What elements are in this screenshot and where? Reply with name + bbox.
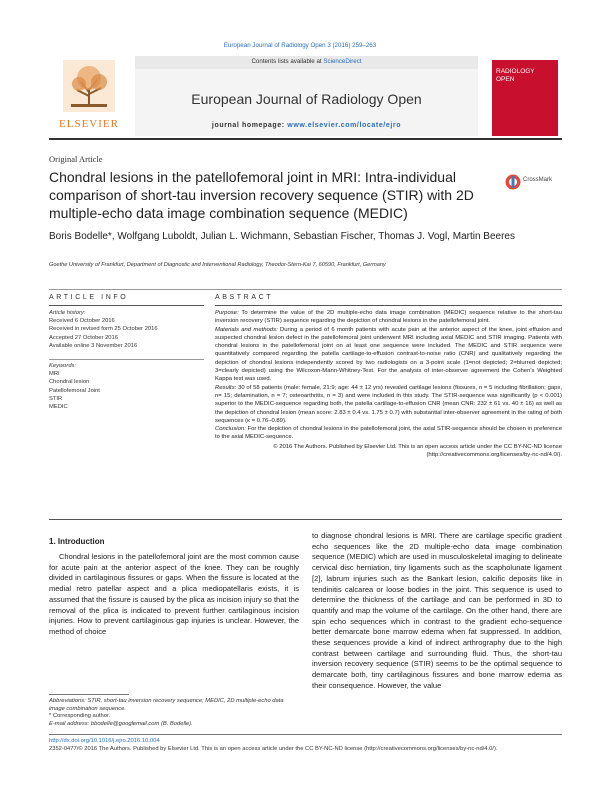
journal-banner — [49, 56, 562, 136]
homepage-label: journal homepage: — [211, 122, 288, 129]
keywords-label: Keywords: — [49, 363, 77, 369]
purpose-text: To determine the value of the 2D multiple-echo data image combination (MEDIC) sequence relative to the short-tau inversion recovery (STIR) sequence regarding the depiction of chondral lesions in the patellofemoral joint. — [215, 310, 562, 325]
abstract-heading: ABSTRACT — [215, 294, 274, 301]
history-item: Received in revised form 25 October 2016 — [49, 326, 158, 333]
article-type: Original Article — [49, 154, 103, 164]
footnote-corresponding: * Corresponding author. — [49, 713, 111, 719]
section-heading: 1. Introduction — [49, 537, 105, 546]
abstract-purpose — [215, 309, 562, 326]
cover-line1: RADIOLOGY — [496, 68, 535, 75]
keywords — [49, 362, 209, 411]
cover-title — [496, 68, 535, 84]
history-item: Received 6 October 2016 — [49, 318, 115, 325]
footnotes — [49, 698, 299, 728]
affiliation: Goethe University of Frankfurt, Department of Diagnostic and Interventional Radiology, Theodor-Stern-Kai 7, 60590, Frankfurt, Germany — [49, 262, 386, 268]
article-info-heading: ARTICLE INFO — [49, 294, 129, 301]
keyword: MEDIC — [49, 404, 68, 411]
journal-title-box — [135, 69, 478, 136]
divider — [49, 734, 562, 735]
crossmark-icon — [505, 174, 521, 190]
contents-line — [135, 58, 478, 65]
crossmark-label: CrossMark — [523, 177, 553, 183]
divider — [49, 305, 204, 306]
history-label: Article history: — [49, 310, 86, 316]
divider — [215, 305, 562, 306]
history-item: Accepted 27 October 2016 — [49, 334, 118, 341]
banner-divider — [49, 138, 562, 140]
intro-paragraph: Chondral lesions in the patellofemoral joint are the most common cause for acute pain at the anterior aspect of the knee. They can be roughly divided in cartilaginous fissures or gaps. When the fissure is located at the medial retro patellar aspect and a plica mediopatellaris exists, it is assumed that the fissure is caused by the plica as incision injury so that the removal of the plica is indicated to prevent further cartilaginous incision injuries. How to prevent cartilaginous gap injuries is unclear. However, the method of choice — [49, 552, 299, 636]
footnote-email[interactable]: E-mail address: bbodelle@googlemail.com (B. Bodelle). — [49, 720, 193, 727]
history-item: Available online 3 November 2016 — [49, 342, 138, 349]
methods-label: Materials and methods: — [215, 326, 278, 333]
abstract-body — [215, 309, 562, 459]
contents-prefix: Contents lists available at — [251, 58, 324, 65]
footnote-abbreviations: Abbreviations: STIR, short-tau inversion recovery sequence; MEDIC, 2D multiple-echo data image combination sequence. — [49, 698, 284, 712]
divider — [49, 519, 562, 520]
journal-title[interactable]: European Journal of Radiology Open — [191, 91, 422, 107]
keyword: STIR — [49, 395, 63, 402]
homepage-link[interactable]: www.elsevier.com/locate/ejro — [287, 122, 402, 129]
publisher-name: ELSEVIER — [59, 118, 119, 130]
purpose-label: Purpose: — [215, 310, 239, 316]
intro-paragraph: to diagnose chondral lesions is MRI. There are cartilage specific gradient echo sequences like the 2D multiple-echo data image combination sequence (MEDIC) which are used in musculoskeletal imaging to delineate cervical disc herniation, tiny ligaments such as the scapholunate ligament [2], labrum injuries such as the Bankart lesion, calcific deposits like in tendinitis calcarea or loose bodies in the joint. This sequence is used to determine the thickness of the cartilage and can be performed in 3D to quantify and map the volume of the cartilage. On the other hand, there are spin echo sequences which in contrast to the gradient echo-sequence better demarcate bone marrow edema when fat suppressed. In addition, these sequences provide a kind of indirect arthrography due to the high contrast between cartilage and surrounding fluid. Thus, the short-tau inversion recovery sequence (STIR) seems to be the optimal sequence to demarcate both, tiny cartilaginous fissures and bone marrow edema as their consequence. However, the value — [312, 531, 562, 690]
divider — [49, 289, 562, 290]
conclusion-label: Conclusion: — [215, 426, 246, 433]
bottom-info — [49, 738, 562, 753]
results-text: 30 of 58 patients (male: female, 21:9; age: 44 ± 12 yrs) revealed cartilage lesions (fissures, n = 5 including fibrillation; gaps, n= 15; delamination, n = 7; osteoarthritis, n = 3) and were included in this study. The STIR-sequence was significantly (p < 0.001) superior to the MEDIC-sequence regarding both, the patella cartilage-to-effusion CNR (mean CNR: 232 ± 61 vs. 40 ± 16) as well as the depiction of chondral lesion (mean score: 2.83 ± 0.4 vs. 1.75 ± 0.7) with substantial inter-observer agreement in the rating of both sequences (κ = 0.76–0.89). — [215, 384, 562, 424]
author-list: Boris Bodelle*, Wolfgang Luboldt, Julian L. Wichmann, Sebastian Fischer, Thomas J. Vogl, Martin Beeres — [49, 231, 515, 242]
doi-link[interactable]: http://dx.doi.org/10.1016/j.ejro.2016.10.004 — [49, 738, 160, 744]
abstract-methods — [215, 326, 562, 384]
intro-column-1 — [49, 552, 299, 638]
keyword: Chondral lesion — [49, 379, 90, 386]
journal-reference[interactable]: European Journal of Radiology Open 3 (2016) 259–263 — [223, 42, 377, 49]
conclusion-text: For the depiction of chondral lesions in the patellofemoral joint, the axial STIR-sequence should be chosen in preference to the axial MEDIC-sequence. — [215, 426, 562, 441]
cover-line2: OPEN — [496, 76, 515, 83]
article-title: Chondral lesions in the patellofemoral joint in MRI: Intra-individual comparison of short-tau inversion recovery sequence (STIR) with 2D multiple-echo data image combination sequence (MEDIC) — [49, 169, 474, 221]
article-history — [49, 309, 209, 350]
intro-column-2 — [312, 531, 562, 692]
abstract-copyright: © 2016 The Authors. Published by Elsevier Ltd. This is an open access article under the CC BY-NC-ND license (http://creativecommons.org/licenses/by-nc-nd/4.0/). — [273, 443, 562, 459]
contents-bar — [135, 56, 478, 69]
crossmark-badge[interactable] — [505, 172, 553, 192]
abstract-results — [215, 384, 562, 425]
journal-homepage — [135, 122, 478, 129]
sciencedirect-link[interactable]: ScienceDirect — [323, 58, 362, 65]
elsevier-tree-icon — [63, 60, 115, 112]
methods-text: During a period of 6 month patients with acute pain at the anterior aspect of the knee, joint effusion and suspected chondral lesion defect in the patellofemoral joint underwent MRI including axial MEDIC and STIR imaging. Patients with chondral lesions in the patellofemoral joint on at least one sequence were included. The MEDIC and STIR sequence were quantitatively compared regarding the patella cartilage-to-effusion contrast-to-noise ratio (CNR) and qualitatively regarding the depiction of chondral lesions independently scored by two radiologists on a 3-point scale (1=not depicted; 2=blurred depicted; 3=clearly depicted) using the Wilcoxon-Mann-Whitney-Test. For the analysis of inter-observer agreement the Cohen's Weighted Kappa test was used. — [215, 326, 562, 383]
abstract-conclusion — [215, 425, 562, 442]
results-label: Results: — [215, 384, 237, 391]
divider — [49, 359, 204, 360]
issn-line: 2352-0477/© 2016 The Authors. Published by Elsevier Ltd. This is an open access article under the CC BY-NC-ND license (http://creativecommons.org/licenses/by-nc-nd/4.0/). — [49, 745, 498, 752]
keyword: MRI — [49, 371, 60, 378]
journal-cover-image[interactable] — [492, 60, 558, 136]
keyword: Patellofemoral Joint — [49, 387, 100, 394]
footnote-divider — [49, 694, 129, 695]
elsevier-logo[interactable] — [49, 56, 129, 136]
